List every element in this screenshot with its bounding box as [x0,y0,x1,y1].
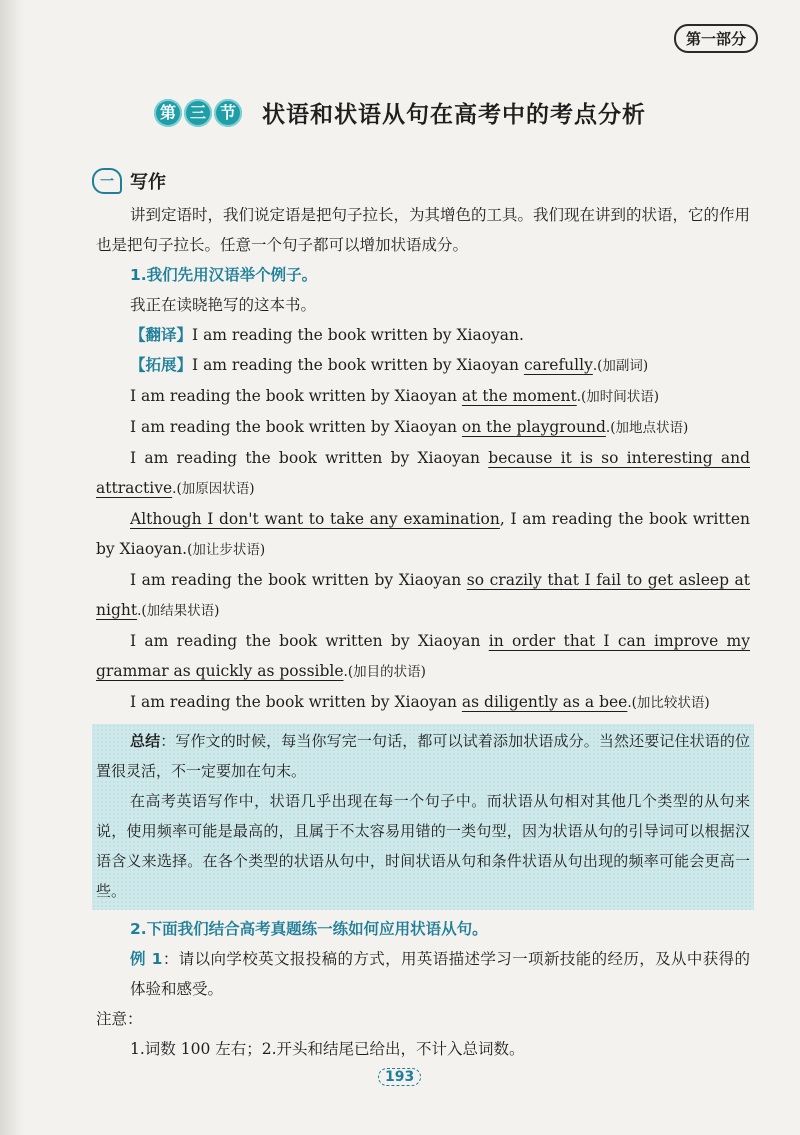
adverbial: as diligently as a bee [461,693,628,711]
section-heading [92,168,166,194]
page-number: 193 [378,1068,421,1086]
adverbial-note: .(加结果状语) [137,603,220,619]
notice-label: 注意： [96,1010,143,1028]
concession-rest: , I am reading the book written by Xiaoyan. [96,510,750,558]
extend-line-7 [96,687,750,718]
extend-line-1 [96,350,750,381]
notice-text: 1.词数 100 左右；2.开头和结尾已给出，不计入总词数。 [130,1040,525,1058]
extend-tag: 【拓展】 [130,356,193,374]
example-text: ：请以向学校英文报投稿的方式，用英语描述学习一项新技能的经历，及从中获得的体验和感受。 [130,950,750,998]
extend-line-6 [96,626,750,687]
base-sentence: I am reading the book written by Xiaoyan [130,387,462,405]
adverbial: at the moment [461,387,577,405]
extend-line-2 [96,381,750,412]
extend-line-3 [96,412,750,443]
adverbial: Although I don't want to take any examination [130,510,500,528]
part-tag: 第一部分 [674,24,758,53]
base-sentence: I am reading the book written by Xiaoyan [130,571,467,589]
section-title: 写作 [130,172,166,193]
adverbial-note: .(加原因状语) [172,481,255,497]
adverbial-note: .(加副词) [592,358,649,374]
adverbial: in order that I can improve my grammar as quickly as possible [96,632,750,680]
base-sentence: I am reading the book written by Xiaoyan [130,418,462,436]
summary-label: 总结 [130,732,161,750]
base-sentence: I am reading the book written by Xiaoyan [130,693,462,711]
badge-char-1: 第 [154,99,182,127]
translation-tag: 【翻译】 [130,326,193,344]
section-number-icon: 一 [92,168,122,194]
extend-line-4 [96,443,750,504]
adverbial: carefully [523,356,593,374]
page-edge [0,0,26,1135]
base-sentence: I am reading the book written by Xiaoyan [130,449,489,467]
translation-text: I am reading the book written by Xiaoyan. [192,326,524,344]
adverbial-note: .(加时间状语) [576,389,660,405]
adverbial-note: .(加比较状语) [627,695,710,711]
summary-text-1: ：写作文的时候，每当你写完一句话，都可以试着添加状语成分。当然还要记住状语的位置很灵活，不一定要加在句末。 [96,732,750,780]
adverbial-note: (加让步状语) [187,542,266,558]
adverbial: because it is so interesting and attractive [96,449,750,497]
chinese-example: 我正在读晓艳写的这本书。 [130,296,317,314]
badge-char-3: 节 [214,99,242,127]
translation-line [96,320,750,350]
section-badge [154,99,244,127]
example-label: 例 1 [130,950,163,968]
adverbial-note: .(加目的状语) [343,664,426,680]
extend-line-concession [96,504,750,565]
base-sentence: I am reading the book written by Xiaoyan [130,632,489,650]
title-row [0,96,800,129]
subheading-1: 1.我们先用汉语举个例子。 [130,266,318,284]
summary-paragraph-2: 在高考英语写作中，状语几乎出现在每一个句子中。而状语从句相对其他几个类型的从句来说，使用频率可能是最高的，且属于不太容易用错的一类句型，因为状语从句的引导词可以根据汉语含义来选择。在各个类型的状语从句中，时间状语从句和条件状语从句出现的频率可能会更高一些。 [96,792,750,900]
example-1 [96,944,750,1004]
summary-box [92,724,754,910]
adverbial-note: .(加地点状语) [605,420,689,436]
page-title: 状语和状语从句在高考中的考点分析 [262,102,646,128]
extend-line-5 [96,565,750,626]
adverbial: so crazily that I fail to get asleep at night [96,571,751,619]
body-text [96,200,750,1064]
intro-paragraph: 讲到定语时，我们说定语是把句子拉长，为其增色的工具。我们现在讲到的状语，它的作用也是把句子拉长。任意一个句子都可以增加状语成分。 [96,206,751,254]
adverbial: on the playground [461,418,606,436]
subheading-2: 2.下面我们结合高考真题练一练如何应用状语从句。 [130,920,488,938]
base-sentence: I am reading the book written by Xiaoyan [192,356,524,374]
summary-paragraph-1 [96,726,750,786]
badge-char-2: 三 [184,99,212,127]
